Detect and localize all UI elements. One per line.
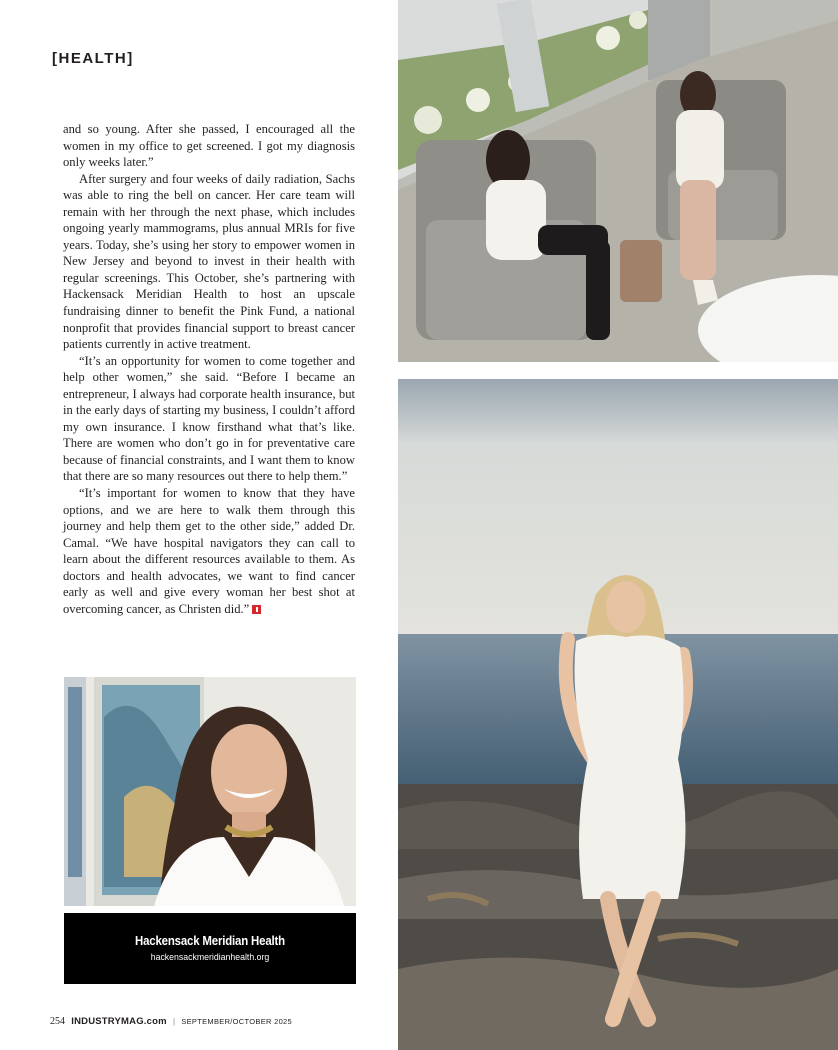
publication-name: INDUSTRYMAG.com (71, 1016, 167, 1027)
portrait-photo (64, 677, 356, 906)
section-label: [HEALTH] (52, 50, 134, 67)
footer-separator: | (173, 1017, 176, 1026)
meeting-photo (398, 0, 838, 362)
article-paragraph-last (63, 485, 355, 617)
article-paragraph: After surgery and four weeks of daily radiation, Sachs was able to ring the bell on cancer. Her care team will remain with her through the next phase, which includes ongoing yearly mammograms, plus annual MRIs for five years. Today, she’s using her story to empower women in New Jersey and beyond to invest in their health with regular screenings. This October, she’s partnering with Hackensack Meridian Health to host an upscale fundraising dinner to benefit the Pink Fund, a national nonprofit that provides financial support to breast cancer patients currently in active treatment. (63, 171, 355, 352)
caption-organization-name: Hackensack Meridian Health (135, 933, 285, 948)
beach-photo (398, 379, 838, 1050)
article-paragraph: “It’s an opportunity for women to come together and help other women,” she said. “Before I became an entrepreneur, I always had corporate health insurance, but in the early days of starting my business, I couldn’t afford my own insurance. I know firsthand what that’s like. There are women who don’t go in for preventative care because of financial constraints, and I want them to know that there are so many resources out there to help them.” (63, 353, 355, 484)
article-paragraph-text: “It’s important for women to know that they have options, and we are here to walk them through this journey and help them get to the other side,” added Dr. Camal. “We have hospital navigators they can call to learn about the different resources available to them. As doctors and health advocates, we want to find cancer early as well and give every woman her best shot at overcoming cancer, as Christen did.” (63, 486, 355, 616)
caption-website-link[interactable]: hackensackmeridianhealth.org (150, 952, 270, 963)
portrait-photo-illustration (64, 677, 356, 906)
meeting-photo-illustration (398, 0, 838, 362)
issue-date: SEPTEMBER/OCTOBER 2025 (181, 1017, 292, 1026)
article-body (63, 121, 355, 617)
beach-photo-illustration (398, 379, 838, 1050)
end-of-article-icon (252, 605, 261, 614)
caption-box (64, 913, 356, 984)
page-footer (50, 1016, 292, 1027)
article-paragraph: and so young. After she passed, I encouraged all the women in my office to get screened. I got my diagnosis only weeks later.” (63, 122, 355, 170)
page-number: 254 (50, 1016, 65, 1027)
